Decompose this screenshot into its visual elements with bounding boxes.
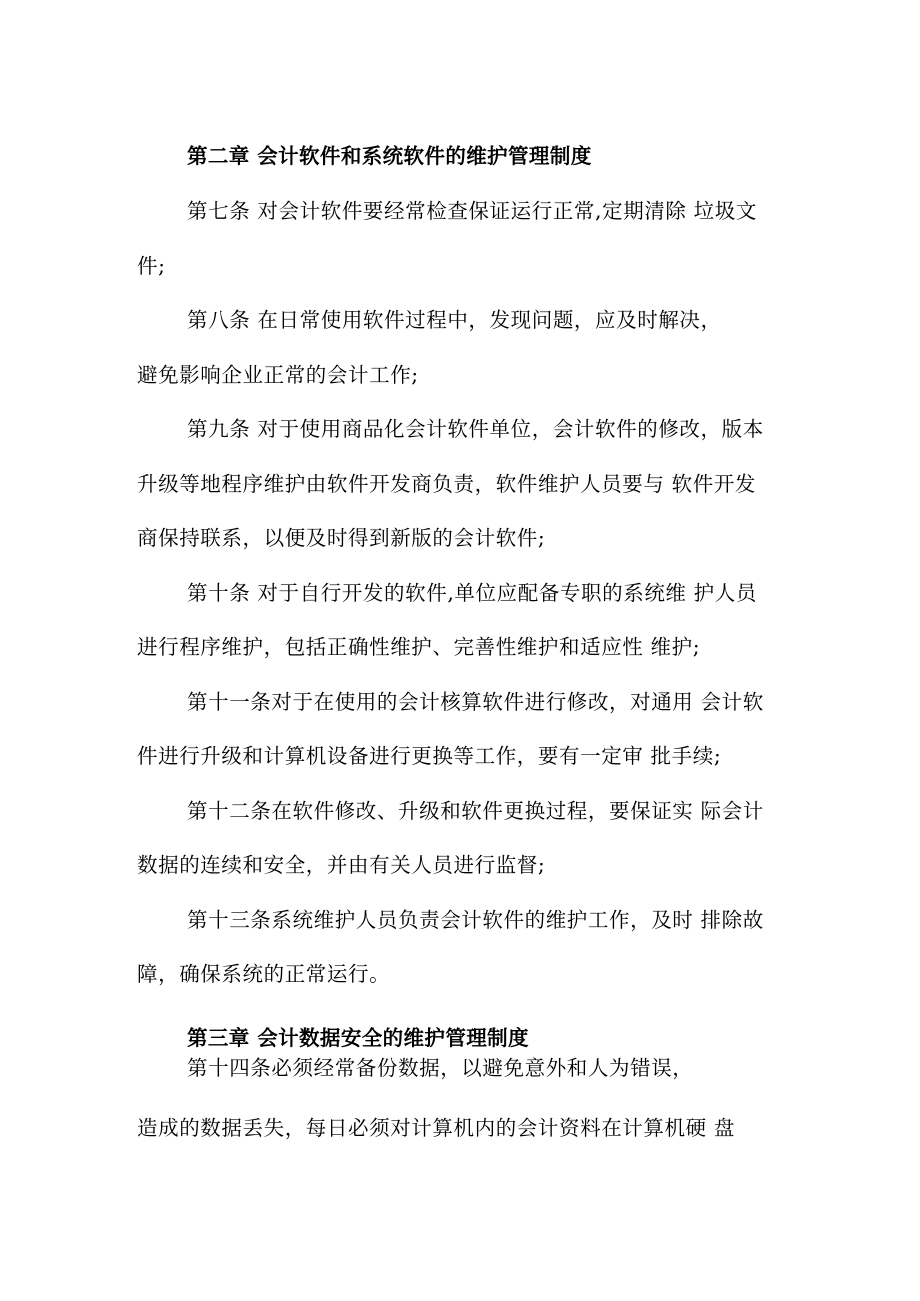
article-11-line-1: 第十一条对于在使用的会计核算软件进行修改，对通用 会计软 xyxy=(187,690,764,714)
article-13-line-1: 第十三条系统维护人员负责会计软件的维护工作，及时 排除故 xyxy=(187,908,764,932)
article-7-line-2: 件; xyxy=(137,254,166,278)
article-12-line-1: 第十二条在软件修改、升级和软件更换过程，要保证实 际会计 xyxy=(187,799,764,823)
article-8-line-2: 避免影响企业正常的会计工作; xyxy=(137,363,419,387)
chapter-3-heading: 第三章 会计数据安全的维护管理制度 xyxy=(187,1026,529,1050)
article-10-line-2: 进行程序维护，包括正确性维护、完善性维护和适应性 维护; xyxy=(137,635,701,659)
article-11-line-2: 件进行升级和计算机设备进行更换等工作，要有一定审 批手续; xyxy=(137,744,722,768)
chapter-2-heading: 第二章 会计软件和系统软件的维护管理制度 xyxy=(187,144,592,168)
article-14-line-2: 造成的数据丢失，每日必须对计算机内的会计资料在计算机硬 盘 xyxy=(137,1116,735,1140)
article-9-line-1: 第九条 对于使用商品化会计软件单位，会计软件的修改，版本 xyxy=(187,417,764,441)
article-8-line-1: 第八条 在日常使用软件过程中，发现问题，应及时解决， xyxy=(187,308,722,332)
article-10-line-1: 第十条 对于自行开发的软件,单位应配备专职的系统维 护人员 xyxy=(187,581,757,605)
article-9-line-2: 升级等地程序维护由软件开发商负责，软件维护人员要与 软件开发 xyxy=(137,472,757,496)
article-9-line-3: 商保持联系，以便及时得到新版的会计软件; xyxy=(137,526,546,550)
article-13-line-2: 障，确保系统的正常运行。 xyxy=(137,962,391,986)
article-14-line-1: 第十四条必须经常备份数据，以避免意外和人为错误， xyxy=(187,1056,694,1080)
article-7-line-1: 第七条 对会计软件要经常检查保证运行正常,定期清除 垃圾文 xyxy=(187,199,757,223)
article-12-line-2: 数据的连续和安全，并由有关人员进行监督; xyxy=(137,853,546,877)
